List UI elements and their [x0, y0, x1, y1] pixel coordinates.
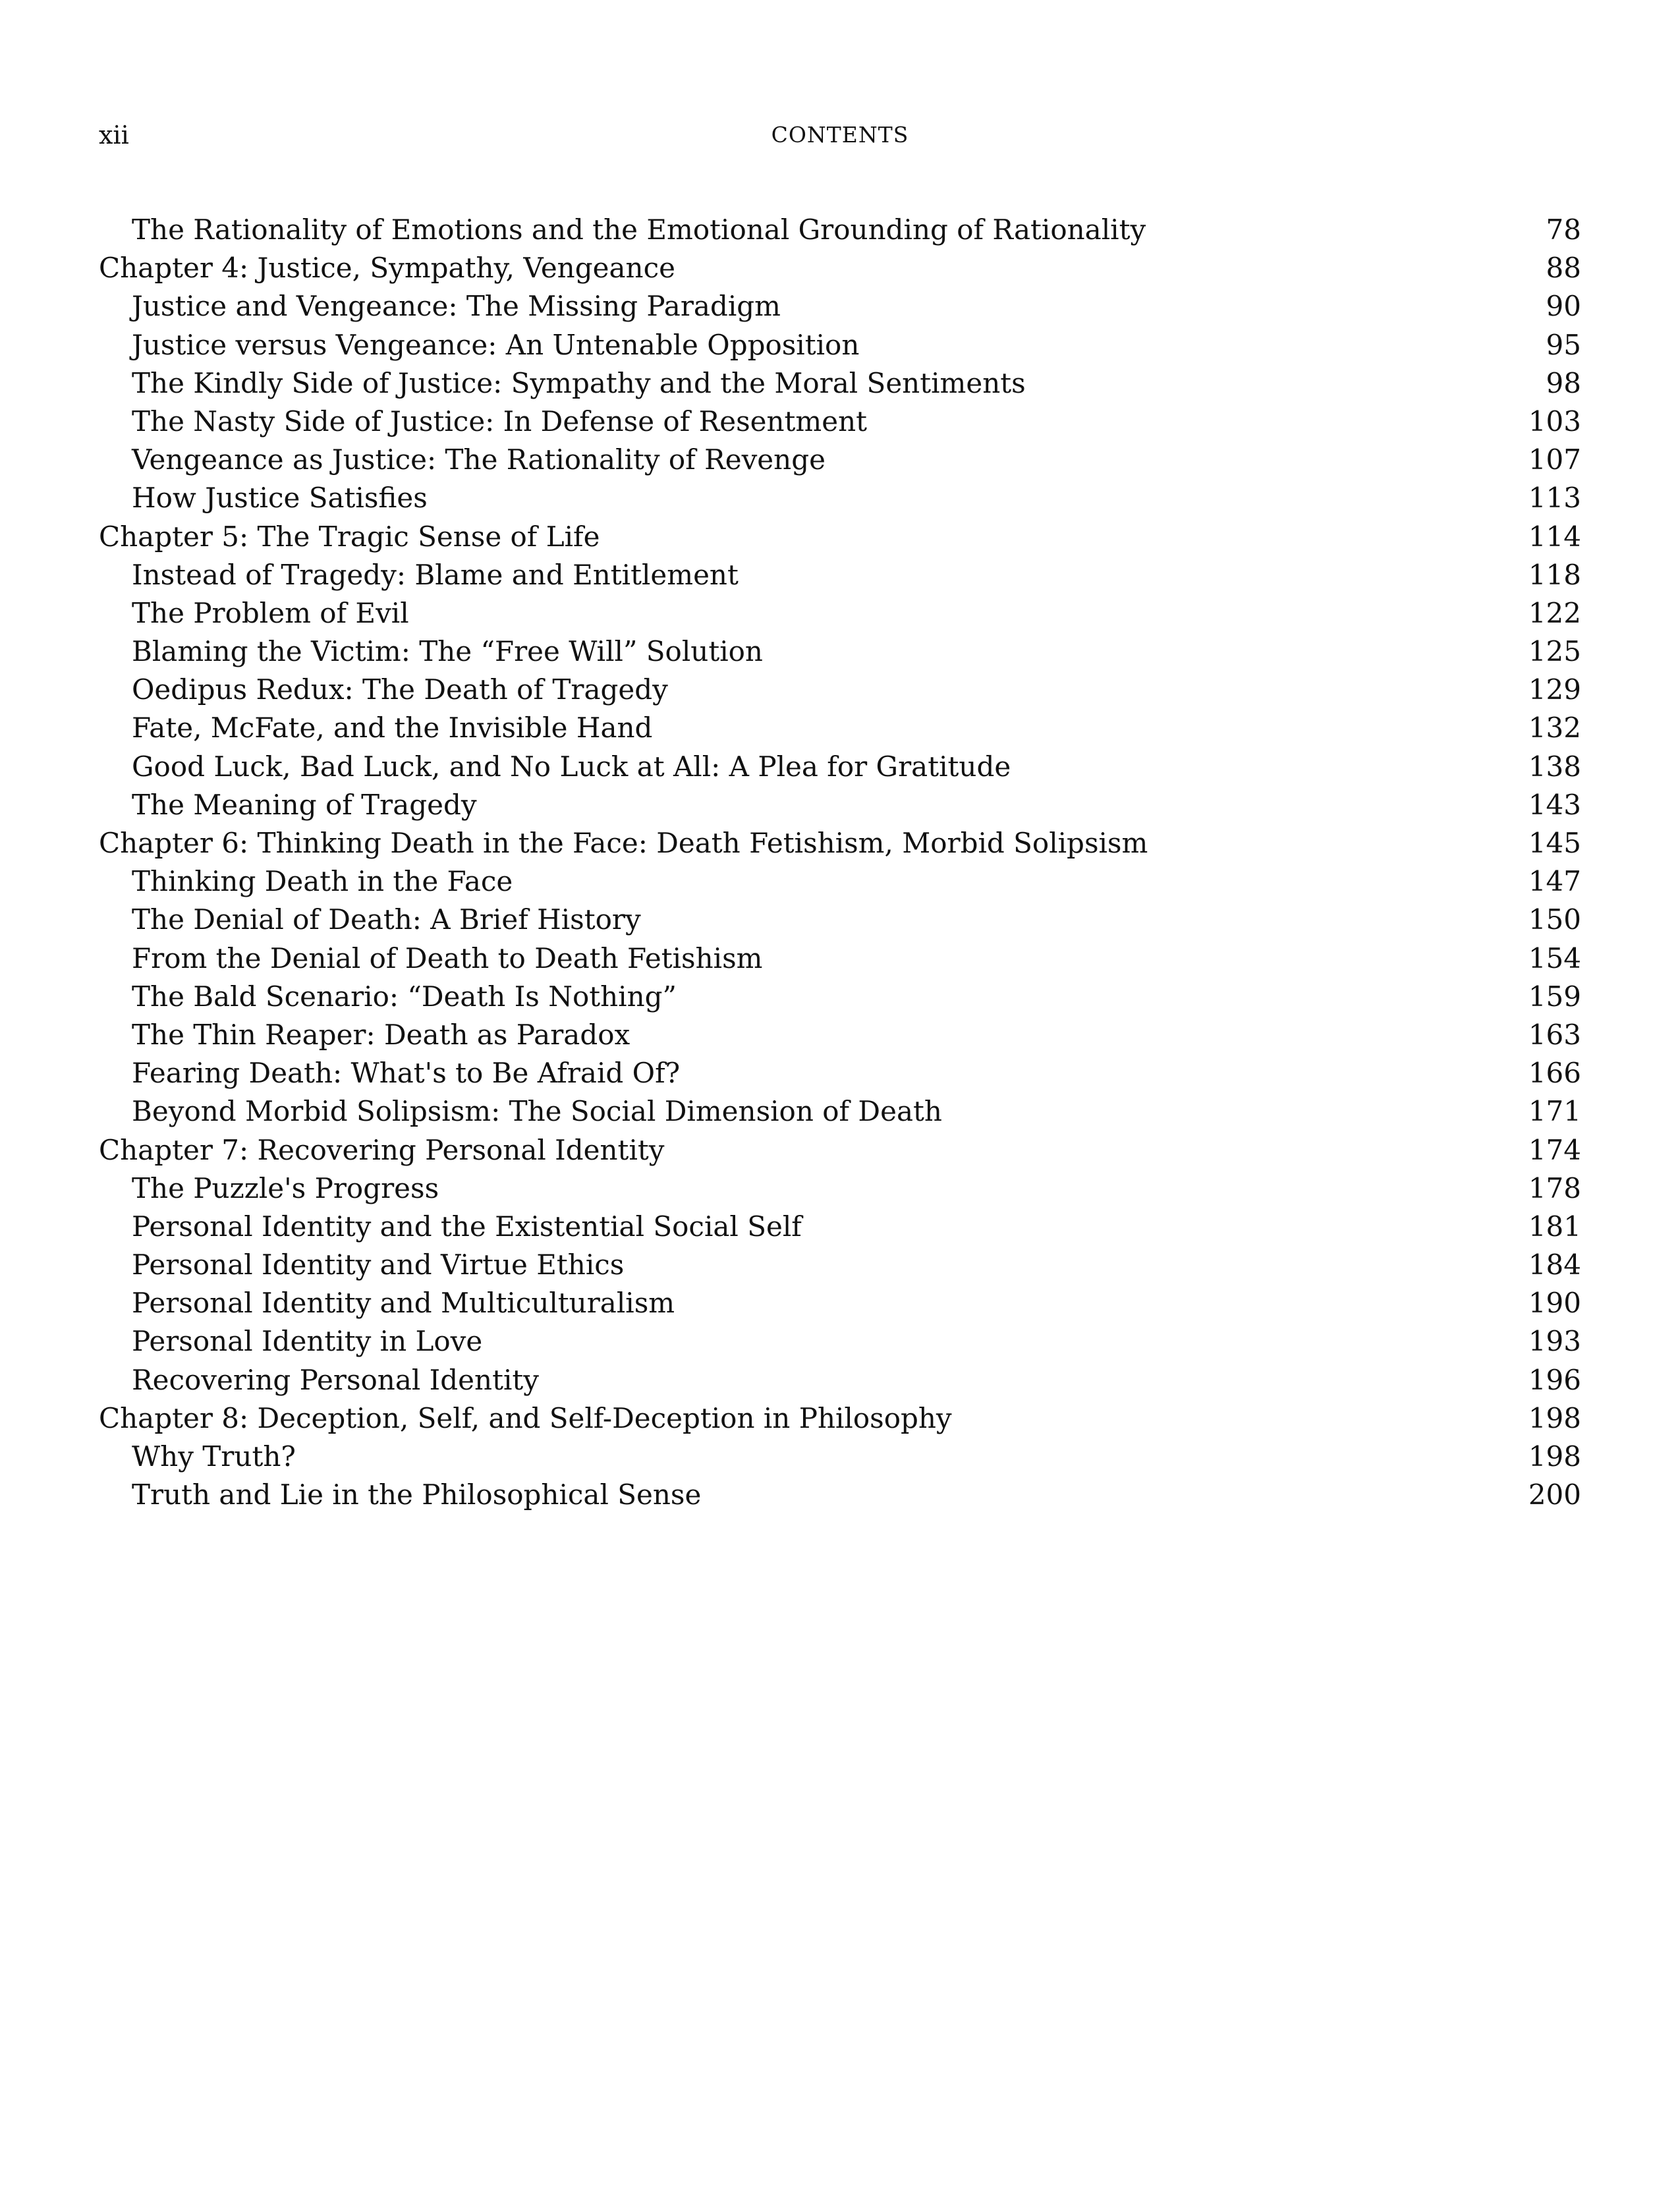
- toc-entry-title: Why Truth?: [132, 1440, 296, 1473]
- toc-entry-page-number: 90: [1546, 290, 1581, 323]
- toc-section-entry: [99, 1092, 1581, 1131]
- table-of-contents: [99, 211, 1581, 1514]
- toc-entry-title: Personal Identity and Virtue Ethics: [132, 1249, 625, 1281]
- toc-entry-page-number: 143: [1528, 788, 1581, 821]
- toc-entry-page-number: 196: [1528, 1363, 1581, 1396]
- toc-entry-title: Chapter 4: Justice, Sympathy, Vengeance: [99, 252, 675, 285]
- toc-entry-title: The Problem of Evil: [132, 596, 409, 629]
- toc-entry-page-number: 178: [1528, 1171, 1581, 1204]
- toc-entry-page-number: 171: [1528, 1095, 1581, 1128]
- toc-section-entry: [99, 1322, 1581, 1361]
- toc-entry-page-number: 154: [1528, 942, 1581, 974]
- toc-entry-page-number: 159: [1528, 980, 1581, 1013]
- toc-entry-page-number: 174: [1528, 1133, 1581, 1166]
- toc-entry-page-number: 78: [1546, 213, 1581, 246]
- toc-entry-title: Chapter 5: The Tragic Sense of Life: [99, 520, 600, 553]
- toc-entry-page-number: 145: [1528, 827, 1581, 859]
- toc-entry-page-number: 88: [1546, 252, 1581, 285]
- page-header: [99, 115, 1581, 155]
- toc-entry-page-number: 107: [1528, 443, 1581, 476]
- toc-entry-title: The Rationality of Emotions and the Emotional Grounding of Rationality: [132, 213, 1146, 246]
- toc-chapter-entry: [99, 1399, 1581, 1438]
- toc-entry-page-number: 122: [1528, 596, 1581, 629]
- toc-chapter-entry: [99, 824, 1581, 862]
- toc-entry-page-number: 138: [1528, 750, 1581, 783]
- toc-entry-title: The Meaning of Tragedy: [132, 788, 477, 821]
- toc-section-entry: [99, 1361, 1581, 1399]
- toc-entry-page-number: 190: [1528, 1287, 1581, 1320]
- toc-section-entry: [99, 633, 1581, 671]
- toc-section-entry: [99, 786, 1581, 824]
- toc-entry-page-number: 114: [1528, 520, 1581, 553]
- toc-entry-title: Justice versus Vengeance: An Untenable Opposition: [132, 328, 860, 361]
- toc-section-entry: [99, 211, 1581, 249]
- toc-entry-page-number: 193: [1528, 1325, 1581, 1358]
- toc-entry-title: Thinking Death in the Face: [132, 865, 513, 898]
- page-number: xii: [99, 121, 129, 150]
- toc-section-entry: [99, 709, 1581, 747]
- toc-entry-title: Chapter 8: Deception, Self, and Self-Deception in Philosophy: [99, 1401, 952, 1434]
- toc-entry-page-number: 166: [1528, 1057, 1581, 1090]
- toc-section-entry: [99, 479, 1581, 517]
- toc-entry-title: The Denial of Death: A Brief History: [132, 903, 641, 936]
- toc-entry-title: Justice and Vengeance: The Missing Paradigm: [132, 290, 781, 323]
- toc-section-entry: [99, 978, 1581, 1016]
- toc-entry-title: Truth and Lie in the Philosophical Sense: [132, 1478, 702, 1511]
- toc-entry-page-number: 95: [1546, 328, 1581, 361]
- toc-section-entry: [99, 403, 1581, 441]
- toc-entry-page-number: 132: [1528, 712, 1581, 745]
- toc-entry-page-number: 103: [1528, 405, 1581, 437]
- toc-entry-title: Vengeance as Justice: The Rationality of Revenge: [132, 443, 826, 476]
- running-head: CONTENTS: [771, 122, 909, 148]
- toc-entry-title: Oedipus Redux: The Death of Tragedy: [132, 673, 668, 706]
- toc-section-entry: [99, 287, 1581, 325]
- toc-entry-title: Good Luck, Bad Luck, and No Luck at All: A Plea for Gratitude: [132, 750, 1011, 783]
- toc-entry-title: Recovering Personal Identity: [132, 1363, 539, 1396]
- toc-entry-page-number: 163: [1528, 1018, 1581, 1051]
- toc-entry-title: Fate, McFate, and the Invisible Hand: [132, 712, 653, 745]
- toc-section-entry: [99, 940, 1581, 978]
- toc-section-entry: [99, 901, 1581, 939]
- toc-entry-title: The Bald Scenario: “Death Is Nothing”: [132, 980, 677, 1013]
- toc-section-entry: [99, 1016, 1581, 1054]
- toc-entry-title: Instead of Tragedy: Blame and Entitlement: [132, 558, 739, 591]
- toc-section-entry: [99, 1284, 1581, 1322]
- toc-section-entry: [99, 1054, 1581, 1092]
- toc-entry-title: How Justice Satisfies: [132, 482, 428, 515]
- toc-section-entry: [99, 1476, 1581, 1514]
- toc-entry-page-number: 118: [1528, 558, 1581, 591]
- toc-section-entry: [99, 748, 1581, 786]
- toc-entry-title: Beyond Morbid Solipsism: The Social Dimension of Death: [132, 1095, 942, 1128]
- toc-entry-page-number: 198: [1528, 1440, 1581, 1473]
- toc-section-entry: [99, 671, 1581, 709]
- toc-entry-page-number: 125: [1528, 635, 1581, 668]
- toc-entry-page-number: 181: [1528, 1210, 1581, 1243]
- toc-entry-page-number: 198: [1528, 1401, 1581, 1434]
- toc-entry-page-number: 98: [1546, 366, 1581, 399]
- toc-section-entry: [99, 594, 1581, 633]
- toc-section-entry: [99, 1246, 1581, 1284]
- toc-section-entry: [99, 364, 1581, 403]
- toc-entry-page-number: 150: [1528, 903, 1581, 936]
- toc-entry-page-number: 200: [1528, 1478, 1581, 1511]
- toc-section-entry: [99, 862, 1581, 901]
- toc-section-entry: [99, 1208, 1581, 1246]
- toc-entry-title: Personal Identity and Multiculturalism: [132, 1287, 675, 1320]
- toc-entry-page-number: 147: [1528, 865, 1581, 898]
- toc-section-entry: [99, 556, 1581, 594]
- toc-entry-page-number: 129: [1528, 673, 1581, 706]
- toc-entry-title: Blaming the Victim: The “Free Will” Solution: [132, 635, 763, 668]
- toc-section-entry: [99, 441, 1581, 479]
- toc-section-entry: [99, 326, 1581, 364]
- toc-entry-page-number: 113: [1528, 482, 1581, 515]
- toc-chapter-entry: [99, 249, 1581, 287]
- toc-entry-title: Fearing Death: What's to Be Afraid Of?: [132, 1057, 681, 1090]
- toc-entry-title: The Puzzle's Progress: [132, 1171, 439, 1204]
- toc-section-entry: [99, 1169, 1581, 1208]
- toc-entry-title: The Thin Reaper: Death as Paradox: [132, 1018, 630, 1051]
- toc-section-entry: [99, 1438, 1581, 1476]
- toc-entry-title: Chapter 7: Recovering Personal Identity: [99, 1133, 665, 1166]
- toc-chapter-entry: [99, 518, 1581, 556]
- toc-entry-page-number: 184: [1528, 1249, 1581, 1281]
- toc-chapter-entry: [99, 1131, 1581, 1169]
- toc-entry-title: Chapter 6: Thinking Death in the Face: Death Fetishism, Morbid Solipsism: [99, 827, 1148, 859]
- toc-entry-title: Personal Identity in Love: [132, 1325, 483, 1358]
- toc-entry-title: From the Denial of Death to Death Fetishism: [132, 942, 763, 974]
- toc-entry-title: Personal Identity and the Existential Social Self: [132, 1210, 802, 1243]
- toc-entry-title: The Kindly Side of Justice: Sympathy and the Moral Sentiments: [132, 366, 1026, 399]
- toc-entry-title: The Nasty Side of Justice: In Defense of Resentment: [132, 405, 868, 437]
